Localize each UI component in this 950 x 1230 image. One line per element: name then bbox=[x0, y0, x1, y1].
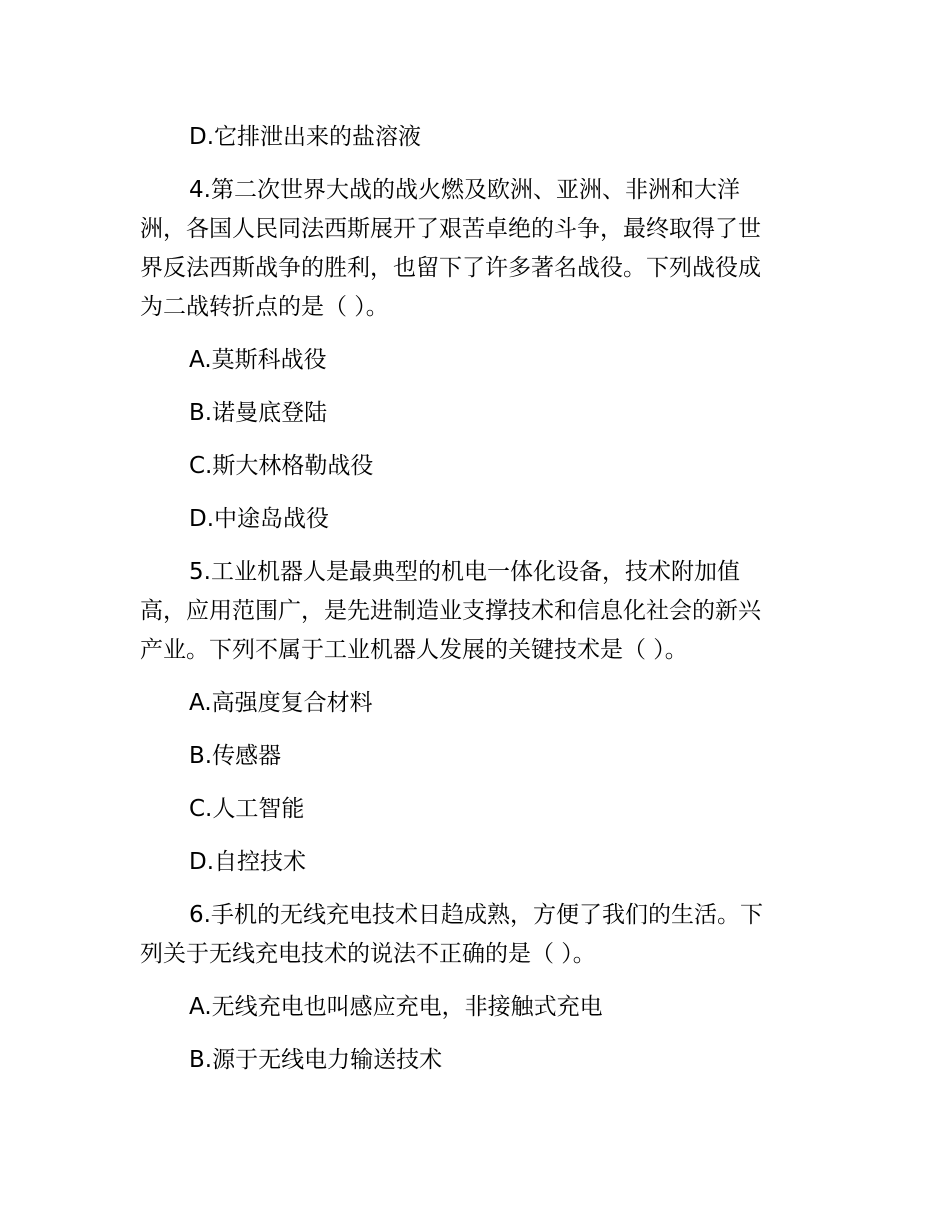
q5-option-d: D.自控技术 bbox=[189, 849, 307, 875]
q4-option-b: B.诺曼底登陆 bbox=[189, 400, 328, 426]
question-6 bbox=[140, 896, 810, 1080]
q5-option-a: A.高强度复合材料 bbox=[189, 690, 373, 716]
q5-stem-line-2: 高，应用范围广，是先进制造业支撑技术和信息化社会的新兴 bbox=[140, 598, 761, 624]
q4-option-a: A.莫斯科战役 bbox=[189, 347, 327, 373]
q6-option-b: B.源于无线电力输送技术 bbox=[189, 1047, 443, 1073]
q4-stem-line-4: 为二战转折点的是（ ）。 bbox=[140, 294, 389, 320]
q5-stem-line-3: 产业。下列不属于工业机器人发展的关键技术是（ ）。 bbox=[140, 637, 688, 663]
q4-stem-line-3: 界反法西斯战争的胜利，也留下了许多著名战役。下列战役成 bbox=[140, 255, 761, 281]
q4-stem-line-2: 洲，各国人民同法西斯展开了艰苦卓绝的斗争，最终取得了世 bbox=[140, 216, 761, 242]
q4-option-d: D.中途岛战役 bbox=[189, 506, 330, 532]
q4-option-c: C.斯大林格勒战役 bbox=[189, 453, 374, 479]
q5-option-b: B.传感器 bbox=[189, 743, 282, 769]
q6-stem-line-2: 列关于无线充电技术的说法不正确的是（ ）。 bbox=[140, 941, 596, 967]
q4-stem-line-1: 4.第二次世界大战的战火燃及欧洲、亚洲、非洲和大洋 bbox=[189, 177, 740, 203]
q6-option-a: A.无线充电也叫感应充电，非接触式充电 bbox=[189, 994, 603, 1020]
q5-option-c: C.人工智能 bbox=[189, 796, 305, 822]
q3-option-d: D.它排泄出来的盐溶液 bbox=[189, 124, 422, 150]
question-4 bbox=[140, 171, 810, 539]
q6-stem-line-1: 6.手机的无线充电技术日趋成熟，方便了我们的生活。下 bbox=[189, 902, 763, 928]
question-5 bbox=[140, 553, 810, 882]
q5-stem-line-1: 5.工业机器人是最典型的机电一体化设备，技术附加值 bbox=[189, 559, 740, 585]
